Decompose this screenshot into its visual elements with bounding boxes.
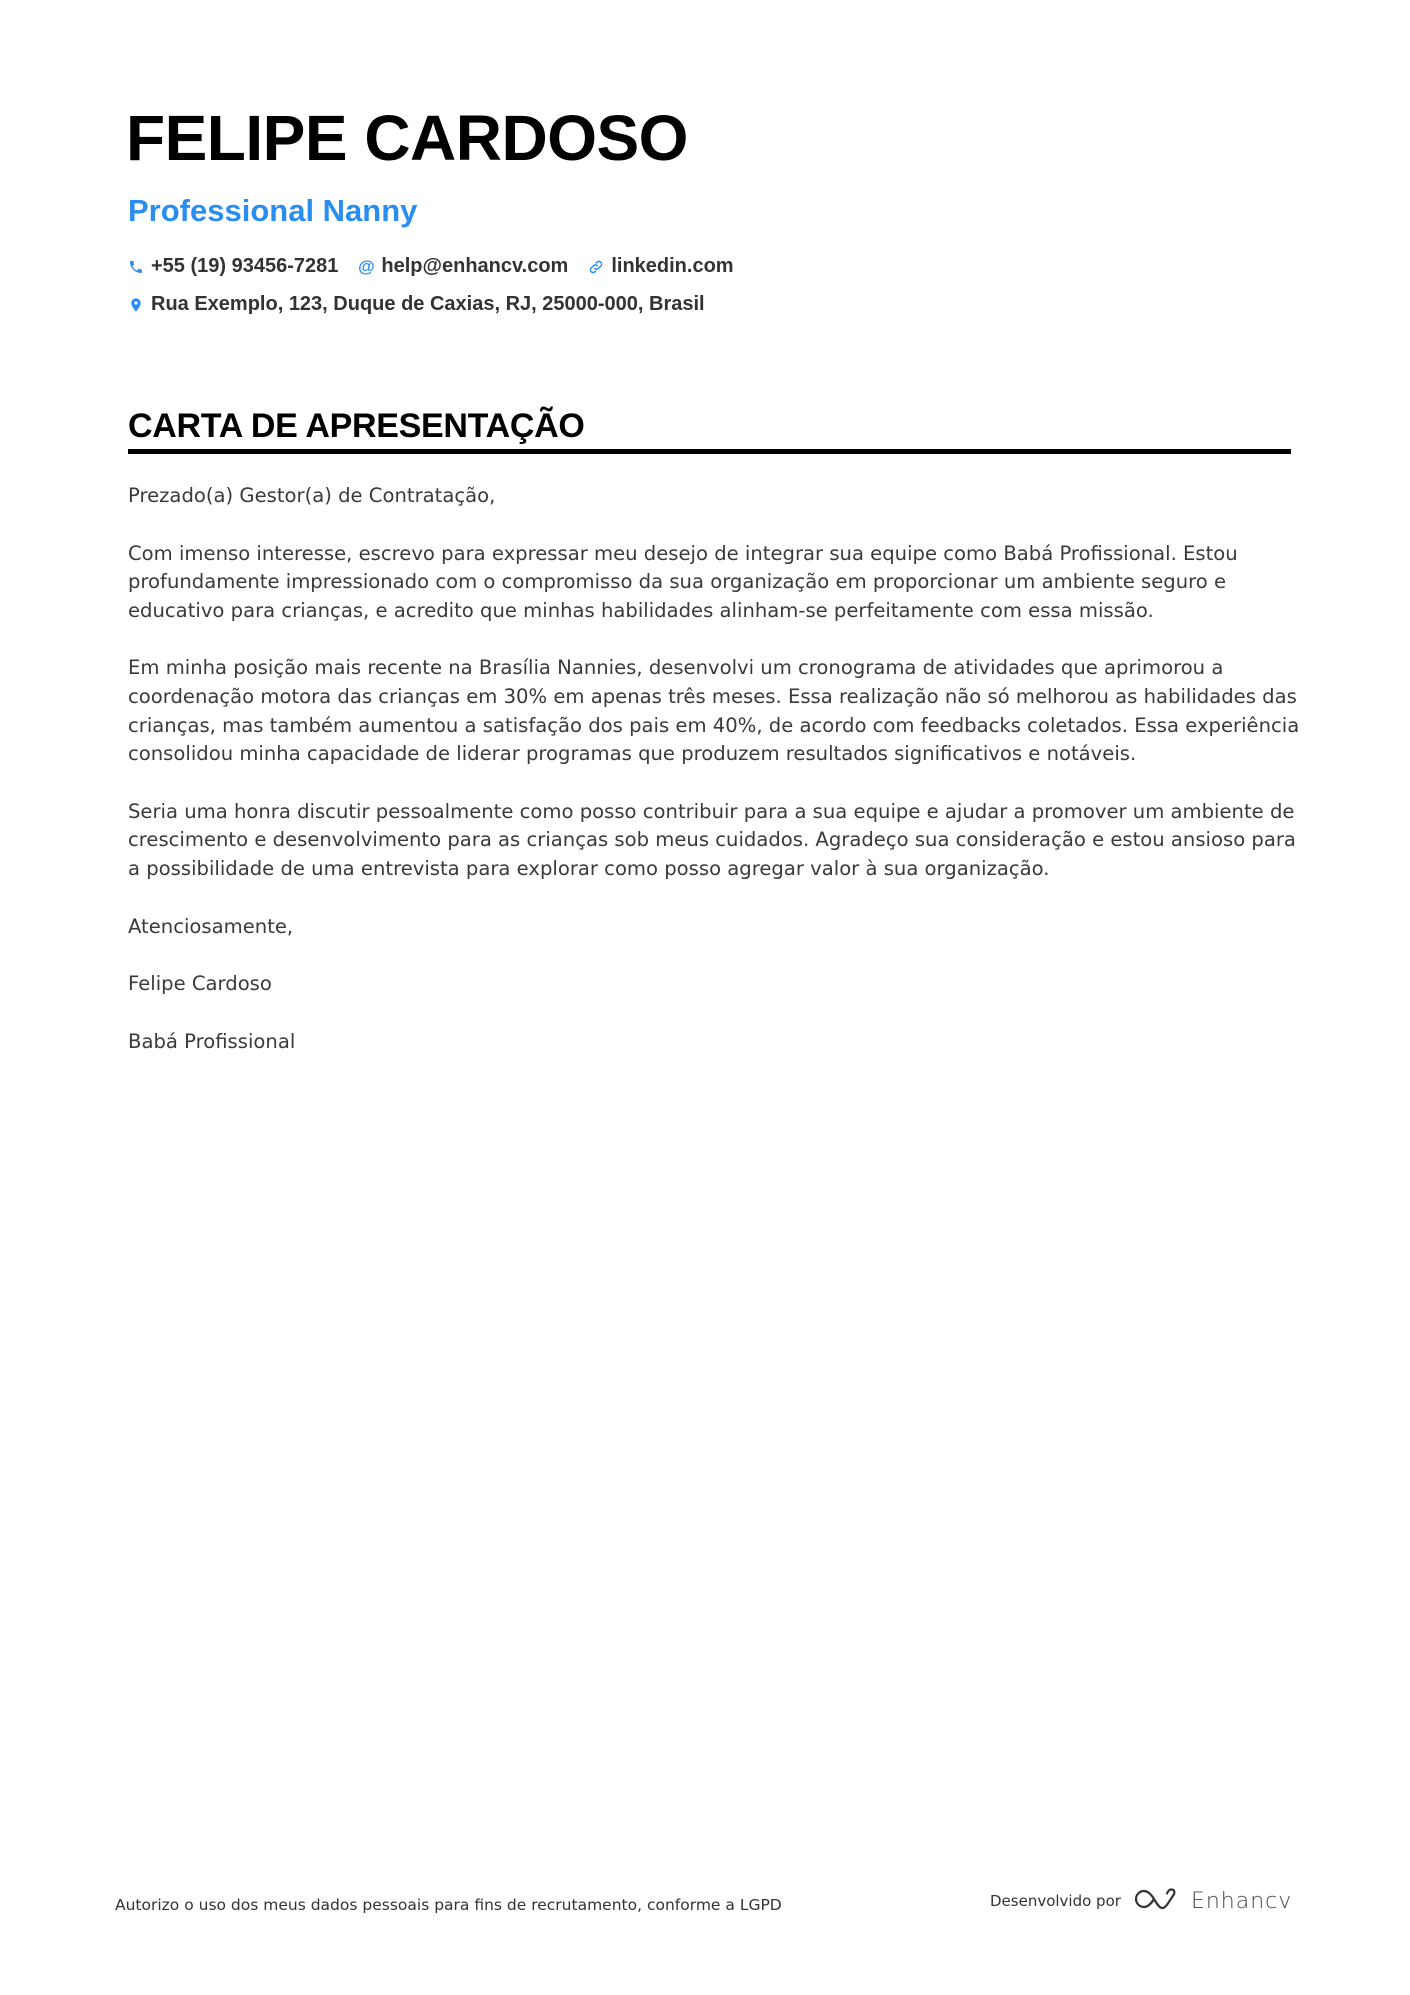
letter-salutation: Prezado(a) Gestor(a) de Contratação, <box>128 484 496 507</box>
candidate-name: FELIPE CARDOSO <box>126 102 688 174</box>
at-icon: @ <box>358 256 375 276</box>
candidate-title: Professional Nanny <box>128 193 418 228</box>
phone-text: +55 (19) 93456-7281 <box>151 255 339 277</box>
powered-by[interactable] <box>990 1886 1292 1916</box>
letter-closing: Atenciosamente, <box>128 914 294 938</box>
location-row <box>128 293 725 316</box>
powered-by-label: Desenvolvido por <box>990 1892 1121 1910</box>
signature-title: Babá Profissional <box>128 1029 296 1053</box>
letter-body <box>128 482 1303 1085</box>
contact-row <box>128 255 754 278</box>
letter-paragraph: Seria uma honra discutir pessoalmente como posso contribuir para a sua equipe e ajudar a promover um ambiente de crescimento e desenvolvimento para as crianças sob meus cuidados. Agradeço sua consideração e estou ansioso para a possibilidade de uma entrevista para explorar como posso agregar valor à sua organização. <box>128 799 1296 880</box>
section-divider <box>128 449 1291 454</box>
contact-linkedin[interactable] <box>588 255 733 278</box>
signature-name: Felipe Cardoso <box>128 972 272 996</box>
location-text: Rua Exemplo, 123, Duque de Caxias, RJ, 25000-000, Brasil <box>151 293 705 315</box>
brand-name: Enhancv <box>1190 1888 1293 1914</box>
contact-email[interactable] <box>358 255 568 278</box>
linkedin-text: linkedin.com <box>611 255 734 277</box>
enhancv-logo-icon <box>1133 1886 1191 1916</box>
location-pin-icon <box>128 296 144 314</box>
contact-location <box>128 293 705 316</box>
link-icon <box>588 258 604 276</box>
contact-phone[interactable] <box>128 255 338 278</box>
section-heading: CARTA DE APRESENTAÇÃO <box>128 407 585 445</box>
letter-paragraph: Em minha posição mais recente na Brasília Nannies, desenvolvi um cronograma de atividades que aprimorou a coordenação motora das crianças em 30% em apenas três meses. Essa realização não só melhorou as habilidades das crianças, mas também aumentou a satisfação dos pais em 40%, de acordo com feedbacks coletados. Essa experiência consolidou minha capacidade de liderar programas que produzem resultados significativos e notáveis. <box>128 656 1300 766</box>
email-text: help@enhancv.com <box>381 255 569 277</box>
consent-note: Autorizo o uso dos meus dados pessoais para fins de recrutamento, conforme a LGPD <box>115 1896 782 1914</box>
phone-icon <box>128 258 144 276</box>
letter-paragraph: Com imenso interesse, escrevo para expressar meu desejo de integrar sua equipe como Babá Profissional. Estou profundamente impressionado com o compromisso da sua organização em proporcionar um ambiente seguro e educativo para crianças, e acredito que minhas habilidades alinham-se perfeitamente com essa missão. <box>128 541 1238 622</box>
